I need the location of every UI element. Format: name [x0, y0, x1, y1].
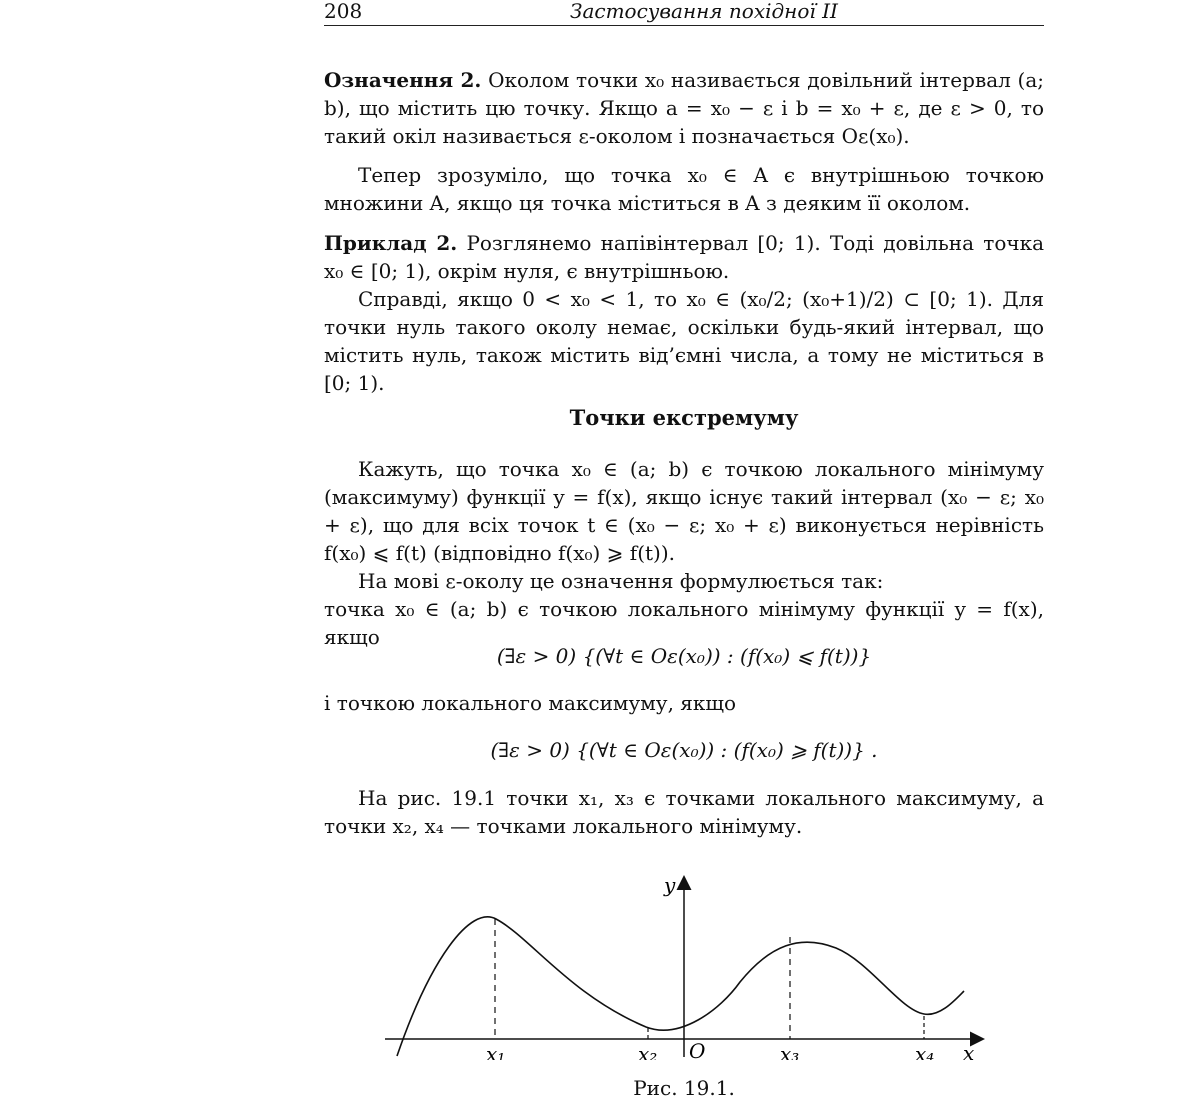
- formula-local-minimum: (∃ε > 0) {(∀t ∈ Oε(x₀)) : (f(x₀) ⩽ f(t))}: [496, 644, 872, 668]
- section-title: Точки екстремуму: [569, 405, 799, 430]
- x-axis-label: x: [963, 1041, 975, 1060]
- page-number: 208: [324, 0, 363, 23]
- x3-label: x₃: [780, 1042, 800, 1060]
- local-minimum-text: точка x₀ ∈ (a; b) є точкою локального мінімуму функції y = f(x), якщо: [324, 597, 1044, 649]
- interior-point-text: Тепер зрозуміло, що точка x₀ ∈ A є внутрішньою точкою множини A, якщо ця точка міститься в A з деяким її околом.: [324, 163, 1044, 215]
- example-text: Розглянемо напівінтервал [0; 1). Тоді довільна точка x₀ ∈ [0; 1), окрім нуля, є внутрішньою.: [324, 231, 1045, 283]
- definition-text: Околом точки x₀ називається довільний інтервал (a; b), що містить цю точку. Якщо a = x₀ − ε і b = x₀ + ε, де ε > 0, то такий окіл називається ε-околом і позначається Oε(x₀).: [324, 68, 1044, 148]
- x4-label: x₄: [915, 1042, 935, 1060]
- epsilon-paragraph: [324, 567, 1044, 595]
- x1-label: x₁: [486, 1042, 506, 1060]
- definition-2: [324, 66, 1044, 150]
- figure-caption: Рис. 19.1.: [633, 1076, 735, 1100]
- y-axis-label: y: [664, 873, 676, 897]
- example-2: [324, 229, 1044, 285]
- local-maximum-paragraph: [324, 689, 1044, 717]
- origin-label: O: [689, 1039, 706, 1060]
- definition-label: Означення 2.: [324, 68, 482, 92]
- figure-19-1: [380, 870, 990, 1060]
- running-title: Застосування похідної II: [570, 0, 838, 23]
- example-proof: [324, 285, 1044, 397]
- x2-label: x₂: [638, 1042, 658, 1060]
- extremum-definition: [324, 455, 1044, 567]
- extremum-definition-text: Кажуть, що точка x₀ ∈ (a; b) є точкою локального мінімуму (максимуму) функції y = f(x), якщо існує такий інтервал (x₀ − ε; x₀ + ε), що для всіх точок t ∈ (x₀ − ε; x₀ + ε) виконується нерівність f(x₀) ⩽ f(t) (відповідно f(x₀) ⩾ f(t)).: [324, 457, 1044, 565]
- example-proof-text: Справді, якщо 0 < x₀ < 1, то x₀ ∈ (x₀/2; (x₀+1)/2) ⊂ [0; 1). Для точки нуль такого околу немає, оскільки будь-який інтервал, що містить нуль, також містить від’ємні числа, а тому не міститься в [0; 1).: [324, 287, 1044, 395]
- local-maximum-text: і точкою локального максимуму, якщо: [324, 691, 737, 715]
- function-curve: [397, 917, 964, 1056]
- interior-point-paragraph: [324, 161, 1044, 217]
- figure-reference-text: На рис. 19.1 точки x₁, x₃ є точками локального максимуму, а точки x₂, x₄ — точками локального мінімуму.: [324, 786, 1044, 838]
- page-header: [324, 0, 1044, 26]
- epsilon-paragraph-text: На мові ε-околу це означення формулюється так:: [358, 569, 884, 593]
- example-label: Приклад 2.: [324, 231, 458, 255]
- formula-local-maximum: (∃ε > 0) {(∀t ∈ Oε(x₀)) : (f(x₀) ⩾ f(t))} .: [490, 738, 878, 762]
- figure-reference-paragraph: [324, 784, 1044, 840]
